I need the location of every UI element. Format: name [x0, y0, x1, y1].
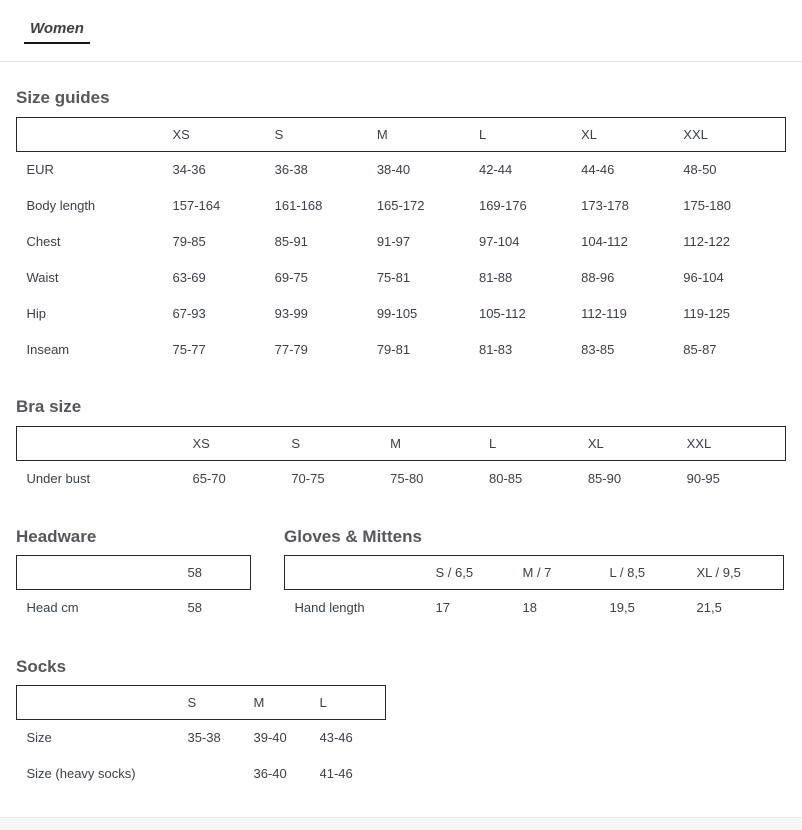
column-header: S [187, 695, 197, 710]
cell: 43-46 [319, 730, 353, 745]
cell: 75-81 [376, 270, 411, 285]
column-header: M [390, 436, 401, 451]
column-header: L / 8,5 [609, 565, 646, 580]
tab-bar [0, 0, 802, 62]
cell: 63-69 [172, 270, 206, 285]
cell: 175-180 [683, 198, 731, 213]
cell: 161-168 [274, 198, 323, 213]
row-label: Size (heavy socks) [26, 766, 136, 781]
cell: 39-40 [253, 730, 287, 745]
table-row [17, 224, 786, 260]
cell: 36-40 [253, 766, 287, 781]
cell: 165-172 [376, 198, 425, 213]
gloves-section [284, 527, 784, 626]
size-guides-table [16, 117, 786, 368]
row-label: Head cm [26, 600, 79, 615]
cell: 173-178 [581, 198, 629, 213]
row-label: Hip [26, 306, 47, 321]
cell: 36-38 [274, 162, 308, 177]
cell: 44-46 [581, 162, 615, 177]
cell: 91-97 [376, 234, 411, 249]
tab-women[interactable]: Women [24, 20, 90, 44]
column-header: M [253, 695, 265, 710]
row-label: Inseam [26, 342, 70, 357]
cell: 83-85 [581, 342, 615, 357]
size-guides-header-row [17, 118, 786, 152]
cell: 93-99 [274, 306, 308, 321]
gloves-header-row [285, 556, 784, 590]
column-header: L [478, 127, 487, 142]
row-label: EUR [26, 162, 54, 177]
cell: 48-50 [683, 162, 717, 177]
table-row [17, 590, 251, 627]
gloves-table [284, 555, 784, 626]
socks-table [16, 685, 386, 792]
column-header: XL / 9,5 [696, 565, 741, 580]
column-header: S [291, 436, 300, 451]
corner-cell [17, 118, 173, 152]
column-header: XS [192, 436, 210, 451]
cell: 112-122 [683, 234, 731, 249]
headware-gloves-row [16, 527, 786, 626]
column-header: S / 6,5 [435, 565, 474, 580]
cell: 105-112 [478, 306, 526, 321]
row-label: Size [26, 730, 52, 745]
cell: 75-80 [390, 471, 424, 486]
table-row [17, 296, 786, 332]
cell: 169-176 [478, 198, 527, 213]
column-header: XXL [686, 436, 712, 451]
headware-section [16, 527, 251, 626]
column-header: 58 [187, 565, 202, 580]
cell: 67-93 [172, 306, 206, 321]
cell: 19,5 [609, 600, 635, 615]
cell: 69-75 [274, 270, 308, 285]
cell: 70-75 [291, 471, 325, 486]
cell: 41-46 [319, 766, 353, 781]
column-header: S [274, 127, 284, 142]
cell: 77-79 [274, 342, 308, 357]
cell: 21,5 [696, 600, 722, 615]
cell: 99-105 [376, 306, 418, 321]
cell: 80-85 [488, 471, 523, 486]
headware-title: Headware [16, 527, 97, 546]
footer-strip [0, 817, 802, 830]
column-header: M / 7 [522, 565, 552, 580]
bra-size-table [16, 426, 786, 497]
cell: 85-90 [587, 471, 622, 486]
table-row [17, 461, 786, 498]
cell: 75-77 [172, 342, 206, 357]
cell: 88-96 [581, 270, 615, 285]
cell: 38-40 [376, 162, 411, 177]
cell: 85-87 [683, 342, 717, 357]
cell: 58 [187, 600, 202, 615]
table-row [17, 188, 786, 224]
cell: 119-125 [683, 306, 731, 321]
corner-cell [17, 686, 188, 720]
row-label: Chest [26, 234, 61, 249]
cell: 79-81 [376, 342, 411, 357]
corner-cell [285, 556, 436, 590]
column-header: L [319, 695, 327, 710]
headware-header-row [17, 556, 251, 590]
column-header: L [488, 436, 497, 451]
cell: 90-95 [686, 471, 720, 486]
table-row [17, 152, 786, 189]
table-row [17, 720, 386, 757]
column-header: XXL [683, 127, 708, 142]
main-content [0, 88, 802, 792]
bra-size-title: Bra size [16, 397, 82, 416]
row-label: Under bust [26, 471, 91, 486]
corner-cell [17, 427, 193, 461]
table-row [17, 756, 386, 792]
cell: 112-119 [581, 306, 627, 321]
cell: 79-85 [172, 234, 206, 249]
socks-title: Socks [16, 657, 67, 676]
row-label: Waist [26, 270, 59, 285]
column-header: XS [172, 127, 190, 142]
column-header: XL [581, 127, 598, 142]
cell: 18 [522, 600, 537, 615]
socks-header-row [17, 686, 386, 720]
cell: 157-164 [172, 198, 221, 213]
cell: 35-38 [187, 730, 221, 745]
cell: 96-104 [683, 270, 724, 285]
gloves-title: Gloves & Mittens [284, 527, 422, 546]
table-row [17, 332, 786, 368]
cell: 65-70 [192, 471, 226, 486]
column-header: M [376, 127, 388, 142]
row-label: Body length [26, 198, 96, 213]
cell: 104-112 [581, 234, 628, 249]
column-header: XL [587, 436, 604, 451]
cell: 85-91 [274, 234, 308, 249]
headware-table [16, 555, 251, 626]
cell [188, 756, 254, 792]
table-row [285, 590, 784, 627]
cell: 81-88 [478, 270, 513, 285]
cell: 17 [435, 600, 450, 615]
table-row [17, 260, 786, 296]
cell: 97-104 [478, 234, 520, 249]
cell: 81-83 [478, 342, 513, 357]
cell: 34-36 [172, 162, 206, 177]
cell: 42-44 [478, 162, 513, 177]
corner-cell [17, 556, 188, 590]
size-guides-title: Size guides [16, 88, 110, 107]
row-label: Hand length [294, 600, 365, 615]
bra-size-header-row [17, 427, 786, 461]
